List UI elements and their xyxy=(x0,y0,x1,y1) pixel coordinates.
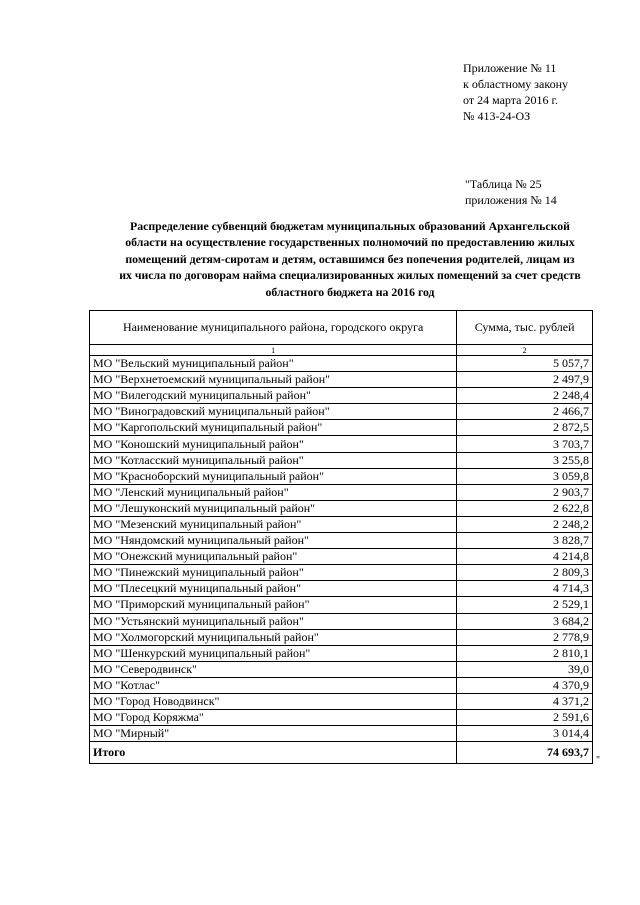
table-row xyxy=(90,404,593,420)
table-row xyxy=(90,677,593,693)
subvention-amount: 3 255,8 xyxy=(457,452,593,468)
municipality-name: МО "Шенкурский муниципальный район" xyxy=(90,645,457,661)
subvention-amount: 3 828,7 xyxy=(457,533,593,549)
municipality-name: МО "Верхнетоемский муниципальный район" xyxy=(90,372,457,388)
title-line: их числа по договорам найма специализированных жилых помещений за счет средств xyxy=(119,268,581,283)
subvention-amount: 2 591,6 xyxy=(457,710,593,726)
table-row xyxy=(90,613,593,629)
appendix-date: от 24 марта 2016 г. xyxy=(463,93,559,107)
table-row xyxy=(90,420,593,436)
municipality-name: МО "Котласский муниципальный район" xyxy=(90,452,457,468)
table-row xyxy=(90,533,593,549)
subvention-amount: 3 059,8 xyxy=(457,468,593,484)
municipality-name: МО "Ленский муниципальный район" xyxy=(90,484,457,500)
table-row xyxy=(90,581,593,597)
municipality-name: МО "Мезенский муниципальный район" xyxy=(90,516,457,532)
table-row xyxy=(90,693,593,709)
municipality-name: МО "Котлас" xyxy=(90,677,457,693)
table-row xyxy=(90,710,593,726)
subvention-amount: 3 703,7 xyxy=(457,436,593,452)
table-row xyxy=(90,452,593,468)
title-line: помещений детям-сиротам и детям, оставшимся без попечения родителей, лицам из xyxy=(125,251,575,266)
appendix-header xyxy=(463,60,568,124)
table-row xyxy=(90,565,593,581)
table-row xyxy=(90,516,593,532)
municipality-name: МО "Устьянский муниципальный район" xyxy=(90,613,457,629)
column-index: 1 xyxy=(90,345,457,356)
document-title xyxy=(60,218,640,300)
total-value: 74 693,7 xyxy=(457,742,593,764)
table-row xyxy=(90,372,593,388)
table-row xyxy=(90,661,593,677)
municipality-name: МО "Вельский муниципальный район" xyxy=(90,356,457,372)
table-row xyxy=(90,436,593,452)
municipality-name: МО "Мирный" xyxy=(90,726,457,742)
municipality-name: МО "Онежский муниципальный район" xyxy=(90,549,457,565)
table-row xyxy=(90,356,593,372)
table-row xyxy=(90,597,593,613)
table-row xyxy=(90,726,593,742)
subvention-amount: 2 248,4 xyxy=(457,388,593,404)
municipality-name: МО "Холмогорский муниципальный район" xyxy=(90,629,457,645)
table-row xyxy=(90,468,593,484)
subvention-amount: 2 810,1 xyxy=(457,645,593,661)
subvention-amount: 5 057,7 xyxy=(457,356,593,372)
table-number: "Таблица № 25 xyxy=(465,177,542,191)
municipality-name: МО "Город Новодвинск" xyxy=(90,693,457,709)
subvention-amount: 3 684,2 xyxy=(457,613,593,629)
municipality-name: МО "Няндомский муниципальный район" xyxy=(90,533,457,549)
subvention-amount: 2 622,8 xyxy=(457,500,593,516)
table-row xyxy=(90,549,593,565)
subvention-amount: 39,0 xyxy=(457,661,593,677)
appendix-number: Приложение № 11 xyxy=(463,61,557,75)
table-reference xyxy=(465,176,557,208)
appendix-law-ref: к областному закону xyxy=(463,77,569,91)
title-line: области на осуществление государственных полномочий по предоставлению жилых xyxy=(125,235,575,250)
municipality-name: МО "Плесецкий муниципальный район" xyxy=(90,581,457,597)
table-row xyxy=(90,484,593,500)
header-sum: Сумма, тыс. рублей xyxy=(457,311,593,345)
total-label: Итого xyxy=(90,742,457,764)
municipality-name: МО "Приморский муниципальный район" xyxy=(90,597,457,613)
municipality-name: МО "Северодвинск" xyxy=(90,661,457,677)
closing-quote: " xyxy=(596,755,601,766)
subvention-amount: 2 872,5 xyxy=(457,420,593,436)
subvention-amount: 4 214,8 xyxy=(457,549,593,565)
subvention-amount: 4 371,2 xyxy=(457,693,593,709)
subvention-amount: 2 903,7 xyxy=(457,484,593,500)
municipality-name: МО "Вилегодский муниципальный район" xyxy=(90,388,457,404)
subvention-amount: 2 809,3 xyxy=(457,565,593,581)
table-appendix-ref: приложения № 14 xyxy=(465,193,557,207)
municipality-name: МО "Коношский муниципальный район" xyxy=(90,436,457,452)
subvention-amount: 2 248,2 xyxy=(457,516,593,532)
subvention-amount: 2 497,9 xyxy=(457,372,593,388)
municipality-name: МО "Каргопольский муниципальный район" xyxy=(90,420,457,436)
table-row xyxy=(90,645,593,661)
column-index: 2 xyxy=(457,345,593,356)
subvention-amount: 4 370,9 xyxy=(457,677,593,693)
total-row xyxy=(90,742,593,764)
municipality-name: МО "Лешуконский муниципальный район" xyxy=(90,500,457,516)
table-row xyxy=(90,629,593,645)
table-row xyxy=(90,388,593,404)
municipality-name: МО "Пинежский муниципальный район" xyxy=(90,565,457,581)
municipality-name: МО "Красноборский муниципальный район" xyxy=(90,468,457,484)
subvention-amount: 2 529,1 xyxy=(457,597,593,613)
title-line: Распределение субвенций бюджетам муниципальных образований Архангельской xyxy=(130,219,570,233)
header-name: Наименование муниципального района, городского округа xyxy=(90,311,457,345)
appendix-law-number: № 413-24-ОЗ xyxy=(463,109,531,123)
subvention-amount: 3 014,4 xyxy=(457,726,593,742)
subvention-amount: 4 714,3 xyxy=(457,581,593,597)
subvention-table xyxy=(89,310,593,764)
subvention-amount: 2 466,7 xyxy=(457,404,593,420)
municipality-name: МО "Виноградовский муниципальный район" xyxy=(90,404,457,420)
subvention-amount: 2 778,9 xyxy=(457,629,593,645)
municipality-name: МО "Город Коряжма" xyxy=(90,710,457,726)
title-line: областного бюджета на 2016 год xyxy=(265,284,435,299)
table-row xyxy=(90,500,593,516)
